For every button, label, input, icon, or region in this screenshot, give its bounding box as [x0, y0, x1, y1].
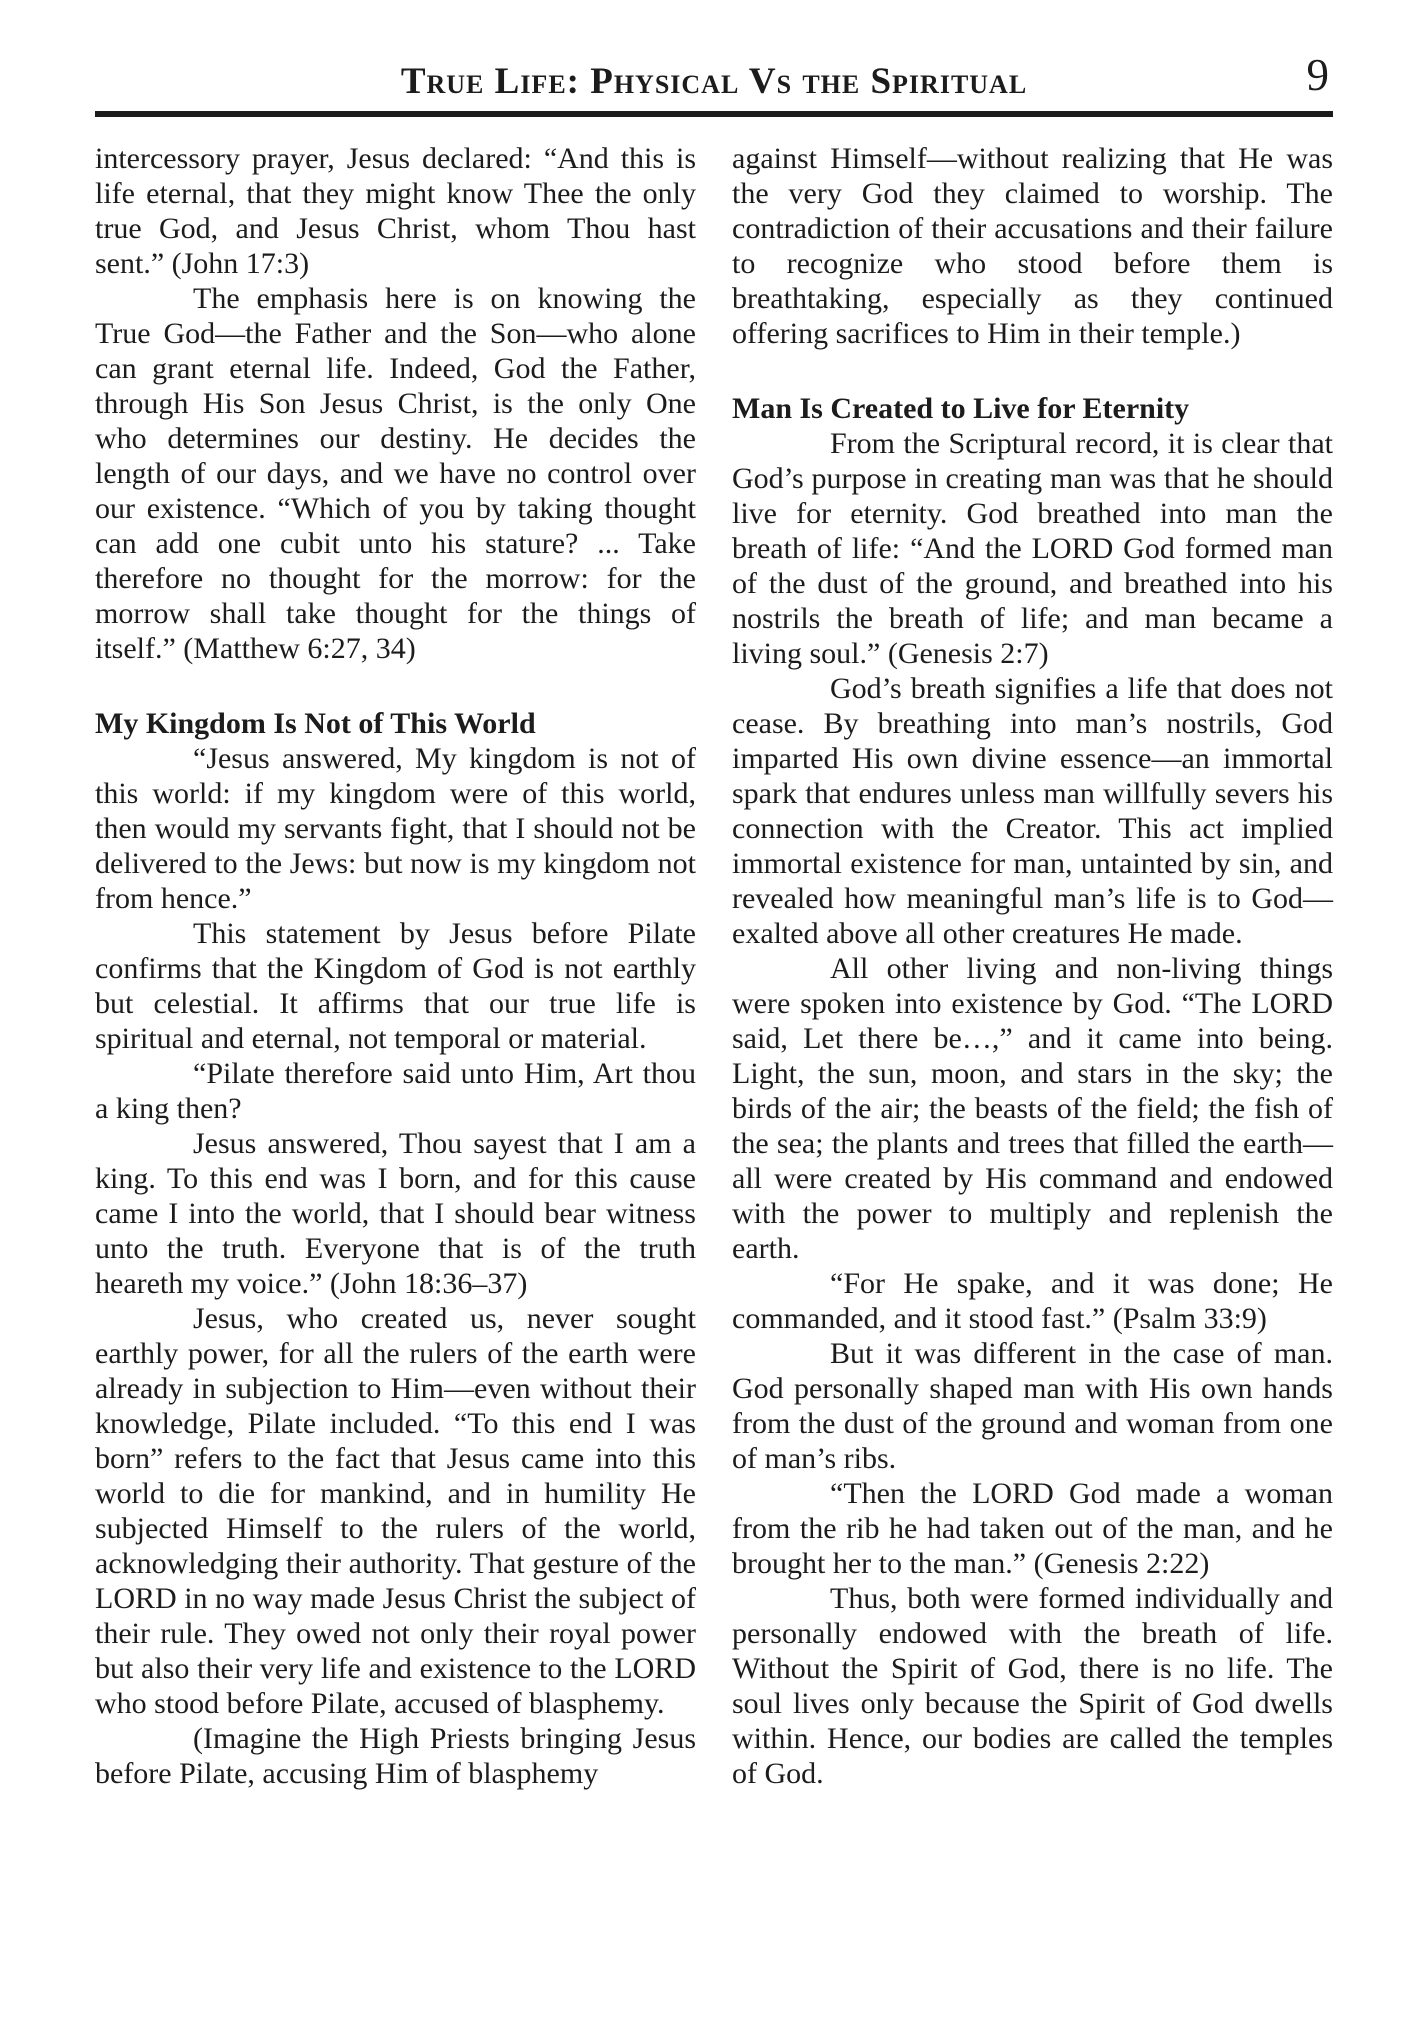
- paragraph: “For He spake, and it was done; He commanded, and it stood fast.” (Psalm 33:9): [732, 1267, 1333, 1335]
- paragraph: intercessory prayer, Jesus declared: “And this is life eternal, that they might know Thee the only true God, and Jesus Christ, whom Thou hast sent.” (John 17:3): [95, 142, 696, 280]
- paragraph: “Then the LORD God made a woman from the rib he had taken out of the man, and he brought her to the man.” (Genesis 2:22): [732, 1477, 1333, 1580]
- paragraph: “Jesus answered, My kingdom is not of this world: if my kingdom were of this world, then would my servants fight, that I should not be delivered to the Jews: but now is my kingdom not from hence.”: [95, 742, 696, 915]
- paragraph: against Himself—without realizing that He was the very God they claimed to worship. The contradiction of their accusations and their failure to recognize who stood before them is breathtaking, especially as they continued offering sacrifices to Him in their temple.): [732, 142, 1333, 350]
- paragraph: But it was different in the case of man. God personally shaped man with His own hands from the dust of the ground and woman from one of man’s ribs.: [732, 1337, 1333, 1475]
- page-number: 9: [1306, 50, 1329, 100]
- paragraph: Jesus answered, Thou sayest that I am a king. To this end was I born, and for this cause came I into the world, that I should bear witness unto the truth. Everyone that is of the truth heareth my voice.” (John 18:36–37): [95, 1127, 696, 1300]
- paragraph: (Imagine the High Priests bringing Jesus before Pilate, accusing Him of blasphemy: [95, 1722, 696, 1790]
- paragraph: All other living and non-living things were spoken into existence by God. “The LORD said, Let there be…,” and it came into being. Light, the sun, moon, and stars in the sky; the birds of the air; the beasts of the field; the fish of the sea; the plants and trees that filled the earth—all were created by His command and endowed with the power to multiply and replenish the earth.: [732, 952, 1333, 1265]
- paragraph: From the Scriptural record, it is clear that God’s purpose in creating man was that he should live for eternity. God breathed into man the breath of life: “And the LORD God formed man of the dust of the ground, and breathed into his nostrils the breath of life; and man became a living soul.” (Genesis 2:7): [732, 427, 1333, 670]
- text-columns: [95, 141, 1333, 1791]
- left-column: [95, 141, 696, 1791]
- paragraph: Thus, both were formed individually and personally endowed with the breath of life. Without the Spirit of God, there is no life. The soul lives only because the Spirit of God dwells within. Hence, our bodies are called the temples of God.: [732, 1582, 1333, 1790]
- paragraph: This statement by Jesus before Pilate confirms that the Kingdom of God is not earthly but celestial. It affirms that our true life is spiritual and eternal, not temporal or material.: [95, 917, 696, 1055]
- section-heading: My Kingdom Is Not of This World: [95, 707, 536, 740]
- section-heading: Man Is Created to Live for Eternity: [732, 392, 1190, 425]
- paragraph: “Pilate therefore said unto Him, Art thou a king then?: [95, 1057, 696, 1125]
- page-header: [95, 0, 1333, 106]
- paragraph: The emphasis here is on knowing the True God—the Father and the Son—who alone can grant eternal life. Indeed, God the Father, through His Son Jesus Christ, is the only One who determines our destiny. He decides the length of our days, and we have no control over our existence. “Which of you by taking thought can add one cubit unto his stature? ... Take therefore no thought for the morrow: for the morrow shall take thought for the things of itself.” (Matthew 6:27, 34): [95, 282, 696, 665]
- paragraph: Jesus, who created us, never sought earthly power, for all the rulers of the earth were already in subjection to Him—even without their knowledge, Pilate included. “To this end I was born” refers to the fact that Jesus came into this world to die for mankind, and in humility He subjected Himself to the rulers of the world, acknowledging their authority. That gesture of the LORD in no way made Jesus Christ the subject of their rule. They owed not only their royal power but also their very life and existence to the LORD who stood before Pilate, accused of blasphemy.: [95, 1302, 696, 1720]
- right-column: [732, 141, 1333, 1791]
- header-rule: [95, 111, 1333, 117]
- running-header-title: True Life: Physical Vs the Spiritual: [400, 61, 1028, 102]
- paragraph: God’s breath signifies a life that does not cease. By breathing into man’s nostrils, God imparted His own divine essence—an immortal spark that endures unless man willfully severs his connection with the Creator. This act implied immortal existence for man, untainted by sin, and revealed how meaningful man’s life is to God—exalted above all other creatures He made.: [732, 672, 1333, 950]
